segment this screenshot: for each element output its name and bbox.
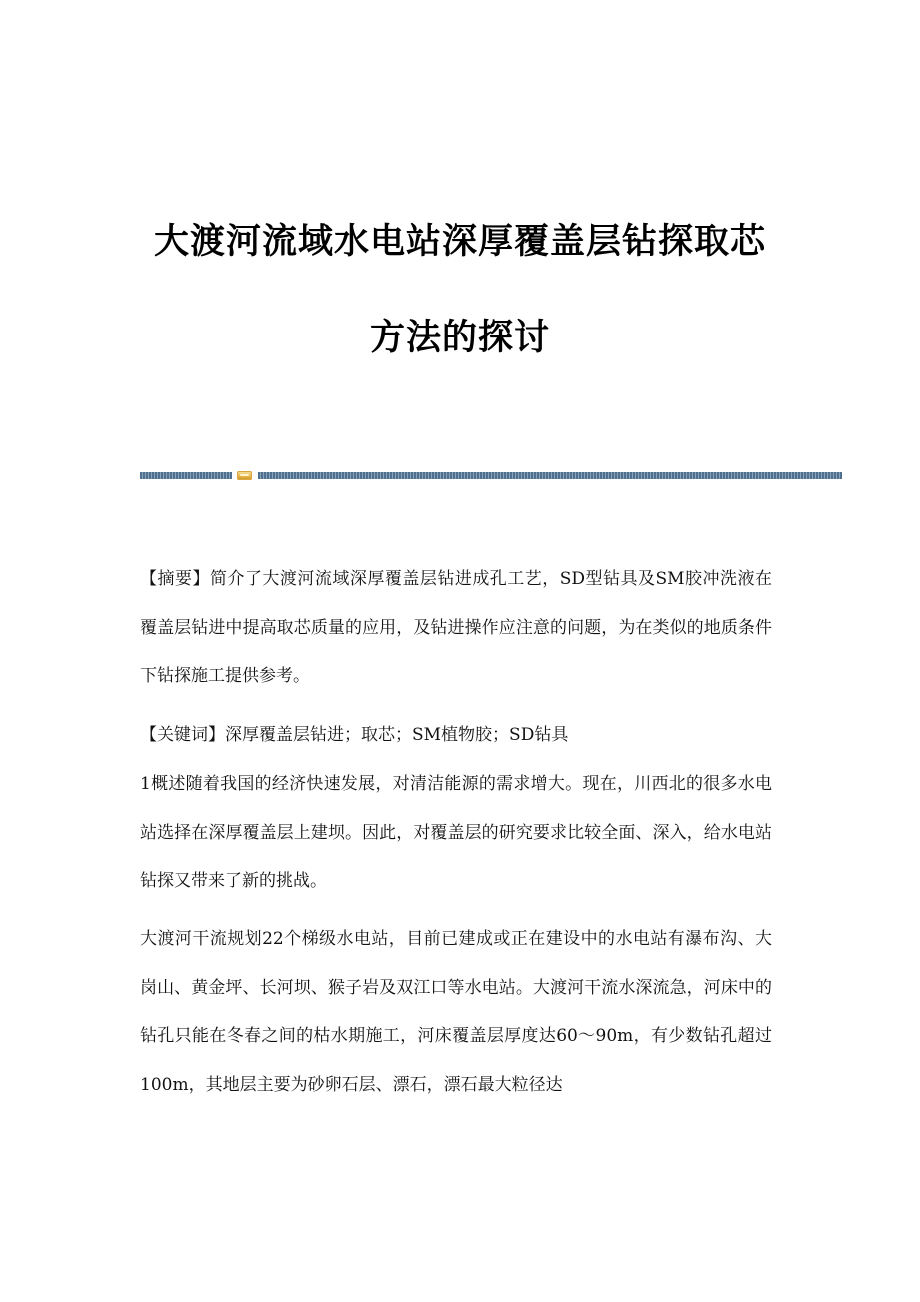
document-title-line-2: 方法的探讨: [369, 318, 550, 358]
intro-paragraph: [140, 760, 772, 906]
abstract-text: 【摘要】简介了大渡河流域深厚覆盖层钻进成孔工艺，SD型钻具及SM胶冲洗液在覆盖层钻进中提高取芯质量的应用，及钻进操作应注意的问题，为在类似的地质条件下钻探施工提供参考。: [140, 569, 772, 686]
abstract-paragraph: [140, 555, 772, 701]
divider-bar-left: [140, 472, 232, 479]
divider-bar-right: [258, 472, 842, 479]
keywords-text: 【关键词】深厚覆盖层钻进；取芯；SM植物胶；SD钻具: [140, 725, 569, 745]
detail-text: 大渡河干流规划22个梯级水电站，目前已建成或正在建设中的水电站有瀑布沟、大岗山、黄金坪、长河坝、猴子岩及双江口等水电站。大渡河干流水深流急，河床中的钻孔只能在冬春之间的枯水期施工，河床覆盖层厚度达60～90m，有少数钻孔超过100m，其地层主要为砂卵石层、漂石，漂石最大粒径达: [140, 929, 772, 1095]
section-divider: [140, 471, 842, 480]
ornament-emblem-icon: [237, 471, 252, 480]
keywords-paragraph: [140, 711, 772, 760]
detail-paragraph: [140, 915, 772, 1109]
document-title-line-1: 大渡河流域水电站深厚覆盖层钻探取芯: [153, 222, 766, 262]
intro-text: 1概述随着我国的经济快速发展，对清洁能源的需求增大。现在，川西北的很多水电站选择在深厚覆盖层上建坝。因此，对覆盖层的研究要求比较全面、深入，给水电站钻探又带来了新的挑战。: [140, 774, 772, 891]
